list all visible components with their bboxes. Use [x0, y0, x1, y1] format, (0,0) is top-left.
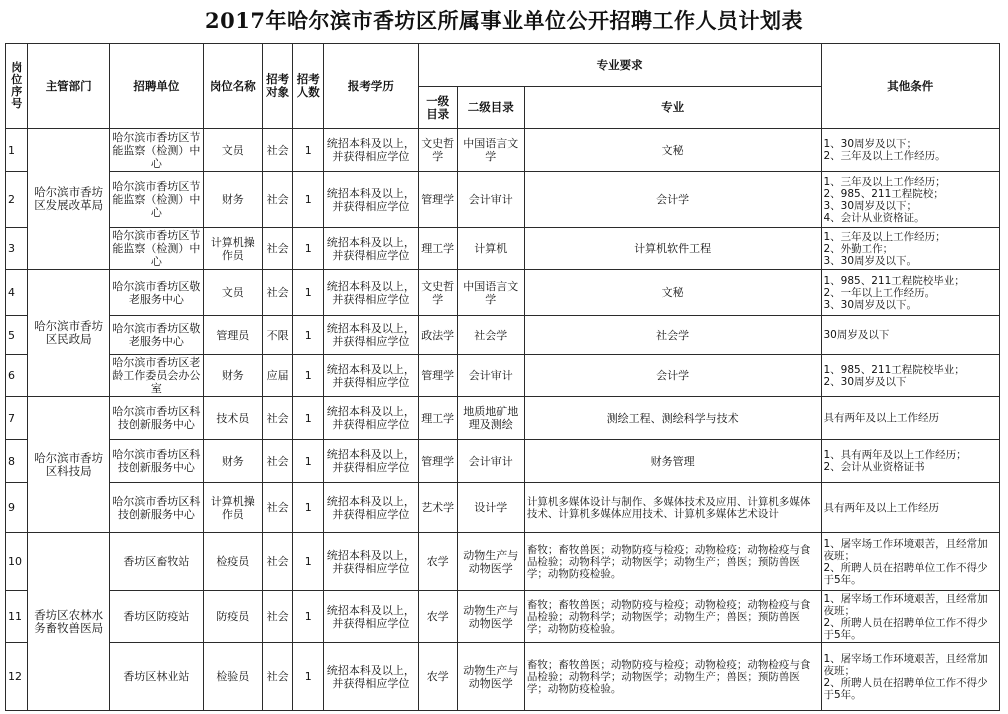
cell-target: 社会 [262, 228, 293, 270]
cell-post: 财务 [203, 172, 262, 228]
page-title: 2017年哈尔滨市香坊区所属事业单位公开招聘工作人员计划表 [205, 8, 803, 33]
cell-count: 1 [293, 397, 324, 440]
cell-edu: 统招本科及以上，并获得相应学位 [324, 172, 419, 228]
cell-l2: 设计学 [457, 483, 524, 533]
header-unit: 招聘单位 [109, 44, 203, 129]
cell-seq: 7 [6, 397, 28, 440]
cell-count: 1 [293, 270, 324, 316]
cell-l1: 艺术学 [418, 483, 457, 533]
cell-post: 检疫员 [203, 533, 262, 591]
header-major-req: 专业要求 [418, 44, 821, 87]
cell-edu: 统招本科及以上，并获得相应学位 [324, 643, 419, 711]
cell-post: 检验员 [203, 643, 262, 711]
cell-seq: 3 [6, 228, 28, 270]
cell-unit: 哈尔滨市香坊区节能监察（检测）中心 [109, 172, 203, 228]
table-row [6, 591, 1000, 643]
cell-seq: 12 [6, 643, 28, 711]
cell-major: 社会学 [524, 316, 821, 355]
cell-l1: 农学 [418, 533, 457, 591]
table-row [6, 643, 1000, 711]
cell-major: 会计学 [524, 172, 821, 228]
table-row [6, 129, 1000, 172]
cell-l2: 会计审计 [457, 355, 524, 397]
header-level2: 二级目录 [457, 87, 524, 129]
cell-l1: 政法学 [418, 316, 457, 355]
cell-count: 1 [293, 172, 324, 228]
cell-l2: 计算机 [457, 228, 524, 270]
header-count: 招考人数 [293, 44, 324, 129]
cell-unit: 哈尔滨市香坊区科技创新服务中心 [109, 440, 203, 483]
cell-l1: 管理学 [418, 355, 457, 397]
cell-post: 技术员 [203, 397, 262, 440]
cell-major: 测绘工程、测绘科学与技术 [524, 397, 821, 440]
cell-unit: 哈尔滨市香坊区科技创新服务中心 [109, 483, 203, 533]
cell-l2: 动物生产与动物医学 [457, 533, 524, 591]
cell-unit: 香坊区防疫站 [109, 591, 203, 643]
cell-count: 1 [293, 129, 324, 172]
cell-count: 1 [293, 533, 324, 591]
table-row [6, 228, 1000, 270]
cell-post: 财务 [203, 355, 262, 397]
header-dept: 主管部门 [28, 44, 110, 129]
cell-seq: 8 [6, 440, 28, 483]
cell-l1: 农学 [418, 643, 457, 711]
cell-edu: 统招本科及以上，并获得相应学位 [324, 483, 419, 533]
cell-unit: 哈尔滨市香坊区科技创新服务中心 [109, 397, 203, 440]
cell-major: 财务管理 [524, 440, 821, 483]
cell-l2: 动物生产与动物医学 [457, 643, 524, 711]
cell-edu: 统招本科及以上，并获得相应学位 [324, 591, 419, 643]
cell-seq: 11 [6, 591, 28, 643]
cell-major: 计算机软件工程 [524, 228, 821, 270]
cell-post: 防疫员 [203, 591, 262, 643]
cell-edu: 统招本科及以上，并获得相应学位 [324, 270, 419, 316]
cell-target: 社会 [262, 172, 293, 228]
cell-target: 应届 [262, 355, 293, 397]
table-row [6, 533, 1000, 591]
header-level1: 一级目录 [418, 87, 457, 129]
cell-seq: 9 [6, 483, 28, 533]
cell-other: 1、屠宰场工作环境艰苦，且经常加夜班； 2、所聘人员在招聘单位工作不得少于5年。 [821, 643, 1000, 711]
cell-other: 1、三年及以上工作经历； 2、外勤工作； 3、30周岁及以下。 [821, 228, 1000, 270]
cell-target: 社会 [262, 533, 293, 591]
cell-target: 社会 [262, 643, 293, 711]
cell-major: 计算机多媒体设计与制作、多媒体技术及应用、计算机多媒体技术、计算机多媒体应用技术、计算机多媒体艺术设计 [524, 483, 821, 533]
cell-seq: 10 [6, 533, 28, 591]
cell-l2: 中国语言文学 [457, 270, 524, 316]
cell-l2: 地质地矿地理及测绘 [457, 397, 524, 440]
cell-other: 具有两年及以上工作经历 [821, 483, 1000, 533]
cell-target: 社会 [262, 270, 293, 316]
cell-major: 畜牧；畜牧兽医；动物防疫与检疫；动物检疫；动物检疫与食品检验；动物科学；动物医学；动物生产；兽医；预防兽医学；动物防疫检验。 [524, 533, 821, 591]
cell-count: 1 [293, 228, 324, 270]
cell-edu: 统招本科及以上，并获得相应学位 [324, 228, 419, 270]
cell-l2: 动物生产与动物医学 [457, 591, 524, 643]
cell-major: 畜牧；畜牧兽医；动物防疫与检疫；动物检疫；动物检疫与食品检验；动物科学；动物医学；动物生产；兽医；预防兽医学；动物防疫检验。 [524, 643, 821, 711]
table-row [6, 355, 1000, 397]
cell-other: 30周岁及以下 [821, 316, 1000, 355]
cell-l1: 理工学 [418, 397, 457, 440]
table-row [6, 440, 1000, 483]
cell-dept: 香坊区农林水务畜牧兽医局 [28, 533, 110, 711]
cell-target: 社会 [262, 440, 293, 483]
cell-edu: 统招本科及以上，并获得相应学位 [324, 316, 419, 355]
cell-count: 1 [293, 591, 324, 643]
cell-l1: 理工学 [418, 228, 457, 270]
cell-other: 1、屠宰场工作环境艰苦，且经常加夜班； 2、所聘人员在招聘单位工作不得少于5年。 [821, 533, 1000, 591]
cell-dept: 哈尔滨市香坊区发展改革局 [28, 129, 110, 270]
cell-post: 计算机操作员 [203, 483, 262, 533]
cell-unit: 哈尔滨市香坊区节能监察（检测）中心 [109, 129, 203, 172]
cell-l1: 文史哲学 [418, 129, 457, 172]
table-body [6, 129, 1000, 711]
cell-edu: 统招本科及以上，并获得相应学位 [324, 397, 419, 440]
cell-l2: 中国语言文学 [457, 129, 524, 172]
cell-target: 社会 [262, 397, 293, 440]
cell-edu: 统招本科及以上，并获得相应学位 [324, 129, 419, 172]
cell-l2: 社会学 [457, 316, 524, 355]
cell-other: 1、屠宰场工作环境艰苦，且经常加夜班； 2、所聘人员在招聘单位工作不得少于5年。 [821, 591, 1000, 643]
header-other: 其他条件 [821, 44, 1000, 129]
header-major: 专业 [524, 87, 821, 129]
cell-edu: 统招本科及以上，并获得相应学位 [324, 355, 419, 397]
cell-count: 1 [293, 355, 324, 397]
cell-unit: 哈尔滨市香坊区节能监察（检测）中心 [109, 228, 203, 270]
cell-edu: 统招本科及以上，并获得相应学位 [324, 440, 419, 483]
header-seq: 岗位序号 [6, 44, 28, 129]
cell-l2: 会计审计 [457, 440, 524, 483]
header-target: 招考对象 [262, 44, 293, 129]
cell-other: 1、30周岁及以下； 2、三年及以上工作经历。 [821, 129, 1000, 172]
cell-unit: 哈尔滨市香坊区老龄工作委员会办公室 [109, 355, 203, 397]
header-post: 岗位名称 [203, 44, 262, 129]
table-row [6, 270, 1000, 316]
cell-target: 社会 [262, 483, 293, 533]
cell-seq: 6 [6, 355, 28, 397]
cell-target: 社会 [262, 129, 293, 172]
cell-l1: 文史哲学 [418, 270, 457, 316]
cell-l1: 农学 [418, 591, 457, 643]
cell-other: 1、985、211工程院校毕业； 2、30周岁及以下 [821, 355, 1000, 397]
cell-unit: 哈尔滨市香坊区敬老服务中心 [109, 316, 203, 355]
cell-other: 1、985、211工程院校毕业； 2、一年以上工作经历。 3、30周岁及以下。 [821, 270, 1000, 316]
cell-post: 计算机操作员 [203, 228, 262, 270]
cell-major: 文秘 [524, 129, 821, 172]
cell-seq: 1 [6, 129, 28, 172]
cell-other: 1、三年及以上工作经历； 2、985、211工程院校； 3、30周岁及以下； 4、会计从业资格证。 [821, 172, 1000, 228]
cell-post: 文员 [203, 270, 262, 316]
cell-other: 1、具有两年及以上工作经历； 2、会计从业资格证书 [821, 440, 1000, 483]
cell-dept: 哈尔滨市香坊区民政局 [28, 270, 110, 397]
cell-major: 文秘 [524, 270, 821, 316]
cell-major: 畜牧；畜牧兽医；动物防疫与检疫；动物检疫；动物检疫与食品检验；动物科学；动物医学；动物生产；兽医；预防兽医学；动物防疫检验。 [524, 591, 821, 643]
cell-seq: 4 [6, 270, 28, 316]
cell-count: 1 [293, 316, 324, 355]
cell-post: 文员 [203, 129, 262, 172]
cell-target: 社会 [262, 591, 293, 643]
cell-count: 1 [293, 440, 324, 483]
cell-major: 会计学 [524, 355, 821, 397]
cell-dept: 哈尔滨市香坊区科技局 [28, 397, 110, 533]
cell-seq: 5 [6, 316, 28, 355]
recruitment-plan-table [5, 43, 1000, 711]
table-row [6, 316, 1000, 355]
table-row [6, 172, 1000, 228]
cell-unit: 哈尔滨市香坊区敬老服务中心 [109, 270, 203, 316]
cell-count: 1 [293, 483, 324, 533]
cell-post: 管理员 [203, 316, 262, 355]
cell-target: 不限 [262, 316, 293, 355]
header-edu: 报考学历 [324, 44, 419, 129]
cell-l2: 会计审计 [457, 172, 524, 228]
cell-post: 财务 [203, 440, 262, 483]
cell-l1: 管理学 [418, 440, 457, 483]
table-row [6, 397, 1000, 440]
cell-unit: 香坊区林业站 [109, 643, 203, 711]
cell-l1: 管理学 [418, 172, 457, 228]
cell-unit: 香坊区畜牧站 [109, 533, 203, 591]
cell-edu: 统招本科及以上，并获得相应学位 [324, 533, 419, 591]
cell-seq: 2 [6, 172, 28, 228]
cell-other: 具有两年及以上工作经历 [821, 397, 1000, 440]
cell-count: 1 [293, 643, 324, 711]
table-row [6, 483, 1000, 533]
